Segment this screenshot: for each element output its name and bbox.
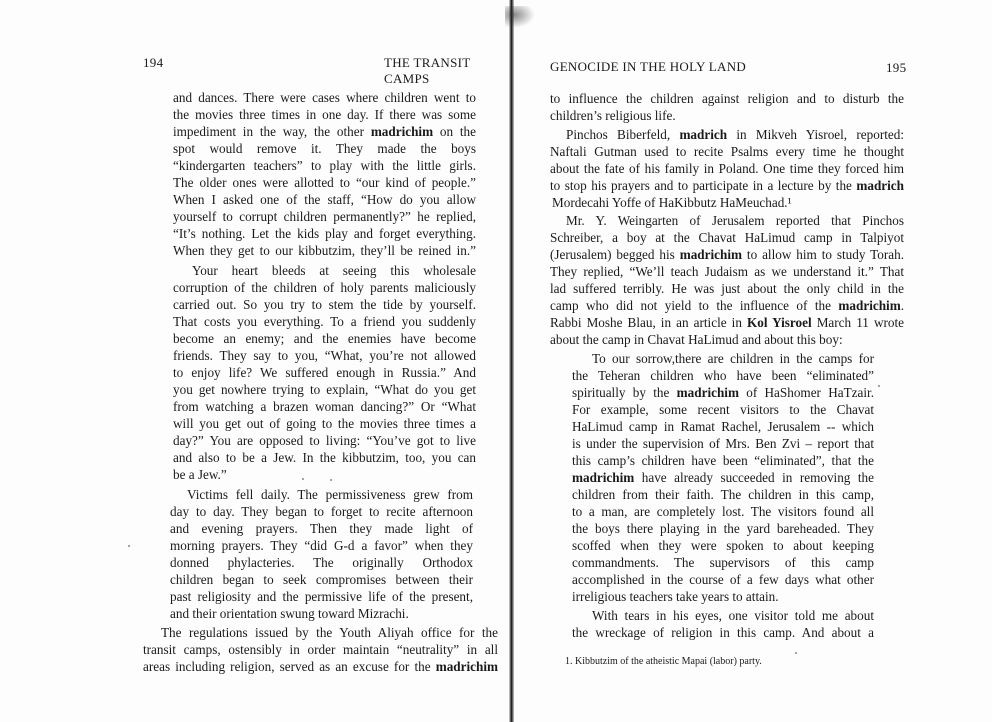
text-line: areas including religion, served as an excuse for the madrichim — [143, 659, 498, 674]
text-line: about the fate of his family in Poland. One time they forced him — [550, 161, 904, 176]
quote-line: madrichim have already succeeded in removing the — [572, 470, 874, 485]
quote-line: scoffed when they were spoken to about keeping — [572, 538, 874, 553]
quote-line: With tears in his eyes, one visitor told me about — [592, 608, 874, 623]
quote-line: To our sorrow,there are children in the camps for — [592, 351, 874, 366]
text-line: become an enemy; and the enemies have become — [173, 331, 476, 346]
footnote: 1. Kibbutzim of the atheistic Mapai (labor) party. — [565, 656, 762, 667]
quote-line: to a man, are completely lost. The visitors found all — [572, 504, 874, 519]
quote-line: accomplished in the course of a few days what other — [572, 572, 874, 587]
text-line: and dances. There were cases where children went to — [173, 90, 476, 105]
text-line: will you get out of going to the movies three times a — [173, 416, 476, 431]
text-line: and evening prayers. Then they made light of — [170, 521, 473, 536]
text-line: Mr. Y. Weingarten of Jerusalem reported that Pinchos — [566, 213, 904, 228]
scan-speck — [128, 545, 130, 547]
text-line: to influence the children against religion and to disturb the — [550, 91, 904, 106]
text-line: camp who did not yield to the influence of the madrichim. — [550, 298, 904, 313]
text-line: impediment in the way, the other madrichim on the — [173, 124, 476, 139]
quote-line: the wreckage of religion in this camp. And about a — [572, 625, 874, 640]
left-running-head: THE TRANSIT CAMPS — [384, 55, 471, 86]
scan-speck — [878, 385, 880, 387]
scan-speck — [302, 478, 304, 480]
text-line: carried out. So you try to stem the tide by yourself. — [173, 297, 476, 312]
text-line: to enjoy life? We suffered enough in Russia.” And — [173, 365, 476, 380]
text-line: Schreiber, a boy at the Chavat HaLimud camp in Talpiyot — [550, 230, 904, 245]
text-line: The regulations issued by the Youth Aliyah office for the — [161, 625, 498, 640]
quote-line: children from their faith. The children in this camp, — [572, 487, 874, 502]
text-line: the movies three times in one day. If there was some — [173, 107, 476, 122]
text-line: “It’s nothing. Let the kids play and forget everything. — [173, 226, 476, 241]
quote-line: HaLimud camp in Ramat Rachel, Jerusalem -- which — [572, 419, 874, 434]
text-line: Naftali Gutman used to recite Psalms every time he thought — [550, 144, 904, 159]
text-line: Mordecahi Yoffe of HaKibbutz HaMeuchad.¹ — [552, 195, 792, 210]
book-gutter — [509, 0, 514, 722]
text-line: past religiosity and the permissive life of the present, — [170, 589, 473, 604]
text-line: day?” You are opposed to living: “You’ve got to live — [173, 433, 476, 448]
text-line: (Jerusalem) begged his madrichim to allow him to study Torah. — [550, 247, 904, 262]
right-page — [516, 0, 992, 722]
text-line: Rabbi Moshe Blau, in an article in Kol Yisroel March 11 wrote — [550, 315, 904, 330]
text-line: They replied, “We’ll teach Judaism as we understand it.” That — [550, 264, 904, 279]
text-line: When I asked one of the staff, “How do you allow — [173, 192, 476, 207]
text-line: children began to seek compromises between their — [170, 572, 473, 587]
text-line: When they get to our kibbutzim, they’ll be reined in.” — [173, 243, 476, 258]
text-line: be a Jew.” — [173, 467, 227, 482]
quote-line: the boys there playing in the yard bareheaded. They — [572, 521, 874, 536]
text-line: to stop his prayers and to participate in a lecture by the madrich — [550, 178, 904, 193]
quote-line: this camp’s children have been “eliminated”, that the — [572, 453, 874, 468]
text-line: transit camps, ostensibly in order maintain “neutrality” in all — [143, 642, 498, 657]
text-line: “kindergarten teachers” to play with the little girls. — [173, 158, 476, 173]
text-line: children’s religious life. — [550, 108, 676, 123]
quote-line: For example, some recent visitors to the Chavat — [572, 402, 874, 417]
text-line: yourself to corrupt children permanently?” he replied, — [173, 209, 476, 224]
quote-line: commandments. The supervisors of this camp — [572, 555, 874, 570]
text-line: Victims fell daily. The permissiveness grew from — [187, 487, 473, 502]
text-line: friends. They say to you, “What, you’re not allowed — [173, 348, 476, 363]
scan-speck — [795, 652, 797, 654]
text-line: lad suffered terribly. He was just about the only child in the — [550, 281, 904, 296]
scan-speck — [330, 479, 332, 481]
left-page-number: 194 — [143, 55, 164, 70]
text-line: about the camp in Chavat HaLimud and about this boy: — [550, 332, 843, 347]
text-line: Pinchos Biberfeld, madrich in Mikveh Yisroel, reported: — [566, 127, 904, 142]
text-line: spot would remove it. They made the boys — [173, 141, 476, 156]
quote-line: the Teheran children who have been “eliminated” — [572, 368, 874, 383]
quote-line: spiritually by the madrichim of HaShomer HaTzair. — [572, 385, 874, 400]
text-line: from watching a brazen woman dancing?” Or “What — [173, 399, 476, 414]
text-line: you get nowhere trying to explain, “What do you get — [173, 382, 476, 397]
text-line: morning prayers. They “did G-d a favor” when they — [170, 538, 473, 553]
quote-line: is under the supervision of Mrs. Ben Zvi – report that — [572, 436, 874, 451]
text-line: day to day. They began to forget to recite afternoon — [170, 504, 473, 519]
text-line: donned phylacteries. The originally Orthodox — [170, 555, 473, 570]
text-line: That costs you everything. To a friend you suddenly — [173, 314, 476, 329]
text-line: and their orientation swung toward Mizrachi. — [170, 606, 409, 621]
right-page-number: 195 — [886, 60, 907, 75]
text-line: Your heart bleeds at seeing this wholesale — [192, 263, 476, 278]
quote-line: irreligious teachers take years to attain. — [572, 589, 779, 604]
text-line: corruption of the children of holy parents maliciously — [173, 280, 476, 295]
right-running-head: GENOCIDE IN THE HOLY LAND — [550, 59, 747, 74]
text-line: and also to be a Jew. In the kibbutzim, too, you can — [173, 450, 476, 465]
text-line: The older ones were allotted to “our kind of people.” — [173, 175, 476, 190]
